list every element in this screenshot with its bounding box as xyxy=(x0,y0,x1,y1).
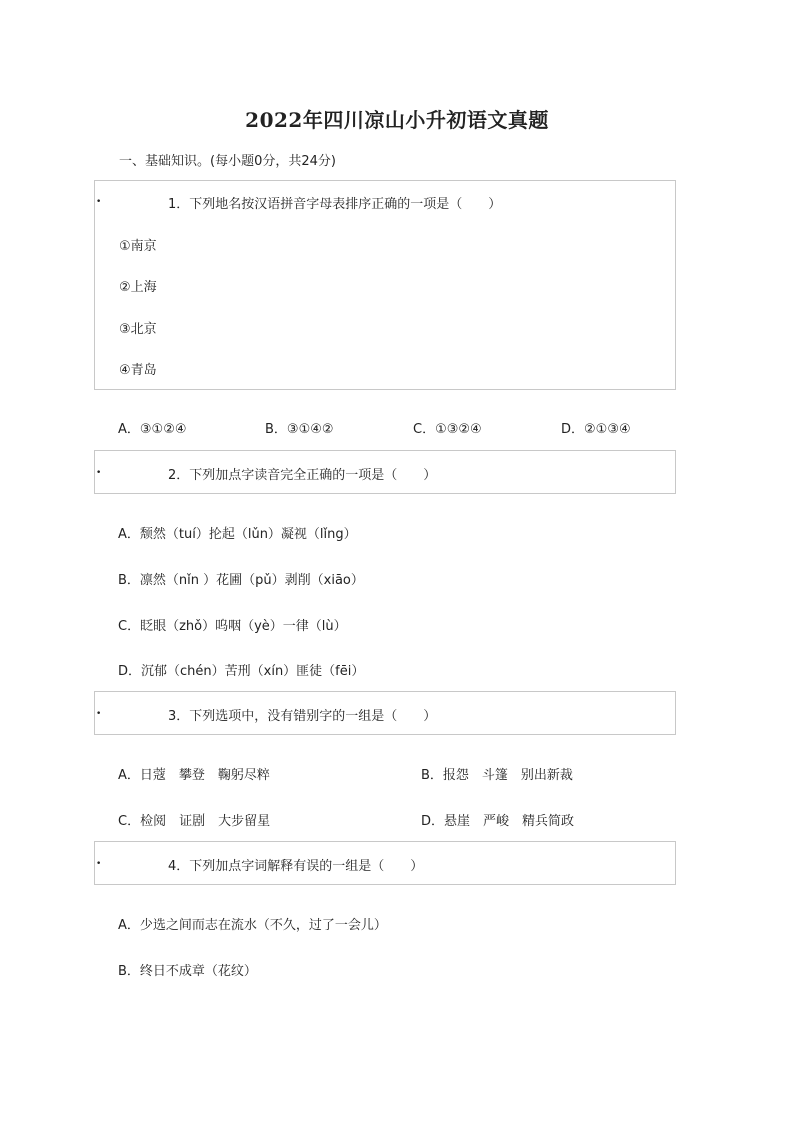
q1-option-d: D．②①③④ xyxy=(561,422,631,437)
question-3-box xyxy=(94,691,676,735)
question-3-stem: 3．下列选项中，没有错别字的一组是（ ） xyxy=(168,709,437,724)
question-1-stem: 1．下列地名按汉语拼音字母表排序正确的一项是（ ） xyxy=(168,197,502,212)
question-4-stem: 4．下列加点字词解释有误的一组是（ ） xyxy=(168,859,424,874)
q1-option-c: C．①③②④ xyxy=(413,422,482,437)
q2-option-d: D．沉郁（chén）苦刑（xín）匪徒（fēi） xyxy=(118,664,365,679)
question-2-stem: 2．下列加点字读音完全正确的一项是（ ） xyxy=(168,468,437,483)
section-heading: 一、基础知识。(每小题0分，共24分) xyxy=(119,154,336,169)
q2-option-c: C．眨眼（zhǒ）呜咽（yè）一律（lù） xyxy=(118,619,347,634)
question-4-box xyxy=(94,841,676,885)
q1-option-b: B．③①④② xyxy=(265,422,334,437)
q3-option-d: D．悬崖 严峻 精兵简政 xyxy=(421,814,575,829)
bullet-icon: • xyxy=(96,468,102,478)
q1-option-a: A．③①②④ xyxy=(118,422,187,437)
bullet-icon: • xyxy=(96,197,102,207)
q4-option-a: A．少选之间而志在流水（不久，过了一会儿） xyxy=(118,918,387,933)
q2-option-a: A．颓然（tuí）抡起（lǔn）凝视（lǐng） xyxy=(118,527,357,542)
q2-option-b: B．凛然（nǐn ）花圃（pǔ）剥削（xiāo） xyxy=(118,573,364,588)
q1-item-3: ③北京 xyxy=(119,322,157,337)
question-1-box xyxy=(94,180,676,390)
q3-option-b: B．报怨 斗篷 别出新裁 xyxy=(421,768,573,783)
question-2-box xyxy=(94,450,676,494)
bullet-icon: • xyxy=(96,859,102,869)
q1-item-2: ②上海 xyxy=(119,280,157,295)
q1-item-1: ①南京 xyxy=(119,239,157,254)
q3-option-a: A．日蔻 攀登 鞠躬尽粹 xyxy=(118,768,270,783)
bullet-icon: • xyxy=(96,709,102,719)
q1-item-4: ④青岛 xyxy=(119,363,157,378)
q4-option-b: B．终日不成章（花纹） xyxy=(118,964,257,979)
q3-option-c: C．检阅 证剧 大步留星 xyxy=(118,814,271,829)
page-title: 2022年四川凉山小升初语文真题 xyxy=(245,108,549,132)
